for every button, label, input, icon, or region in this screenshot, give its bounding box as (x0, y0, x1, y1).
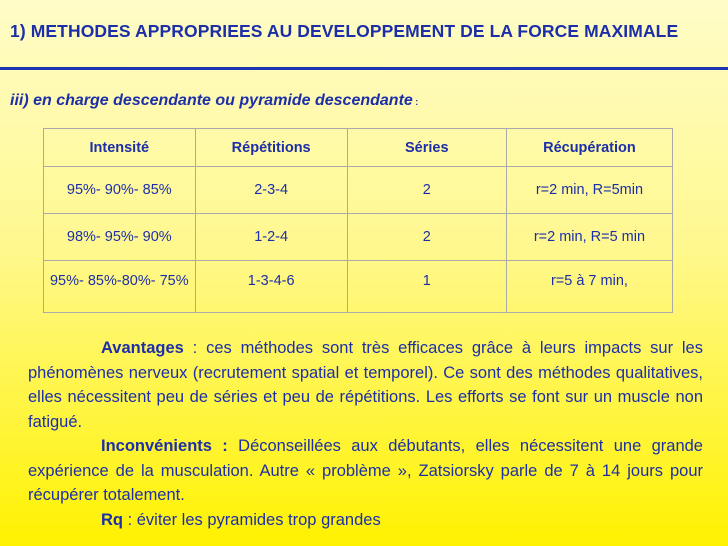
header-recuperation: Récupération (506, 129, 672, 167)
header-series: Séries (347, 129, 506, 167)
avantages-label: Avantages (101, 339, 184, 357)
method-table (43, 128, 673, 313)
cell-intensite: 95%- 90%- 85% (44, 167, 196, 214)
cell-intensite: 95%- 85%-80%- 75% (44, 261, 196, 313)
cell-repetitions: 1-3-4-6 (195, 261, 347, 313)
subtitle-text: iii) en charge descendante ou pyramide descendante (10, 92, 413, 109)
cell-series: 1 (347, 261, 506, 313)
cell-repetitions: 1-2-4 (195, 214, 347, 261)
page-title: 1) METHODES APPROPRIEES AU DEVELOPPEMENT DE LA FORCE MAXIMALE (10, 21, 679, 41)
section-subtitle (10, 92, 418, 110)
inconvenients-paragraph (28, 434, 703, 508)
cell-series: 2 (347, 214, 506, 261)
cell-series: 2 (347, 167, 506, 214)
rq-paragraph (28, 508, 703, 533)
table-header-row (44, 129, 673, 167)
rq-text: : éviter les pyramides trop grandes (123, 510, 381, 529)
header-intensite: Intensité (44, 129, 196, 167)
cell-recuperation: r=5 à 7 min, (506, 261, 672, 313)
table-row (44, 261, 673, 313)
cell-repetitions: 2-3-4 (195, 167, 347, 214)
title-divider (0, 67, 728, 70)
cell-recuperation: r=2 min, R=5 min (506, 214, 672, 261)
rq-label: Rq (101, 510, 123, 529)
inconvenients-text: Déconseillées aux débutants, elles nécessitent une grande expérience de la musculation. Autre « problème », Zatsiorsky parle de 7 à 14 jours pour récupérer totalement. (28, 437, 703, 504)
body-text (28, 336, 703, 532)
inconvenients-label: Inconvénients : (101, 437, 228, 455)
cell-recuperation: r=2 min, R=5min (506, 167, 672, 214)
table-row (44, 167, 673, 214)
avantages-paragraph (28, 336, 703, 434)
subtitle-colon: : (412, 97, 419, 107)
header-repetitions: Répétitions (195, 129, 347, 167)
table-row (44, 214, 673, 261)
avantages-text: : ces méthodes sont très efficaces grâce à leurs impacts sur les phénomènes nerveux (recrutement spatial et temporel). Ce sont des méthodes qualitatives, elles nécessitent peu de séries et peu de répétitions. Les efforts se font sur un muscle non fatigué. (28, 339, 703, 431)
cell-intensite: 98%- 95%- 90% (44, 214, 196, 261)
